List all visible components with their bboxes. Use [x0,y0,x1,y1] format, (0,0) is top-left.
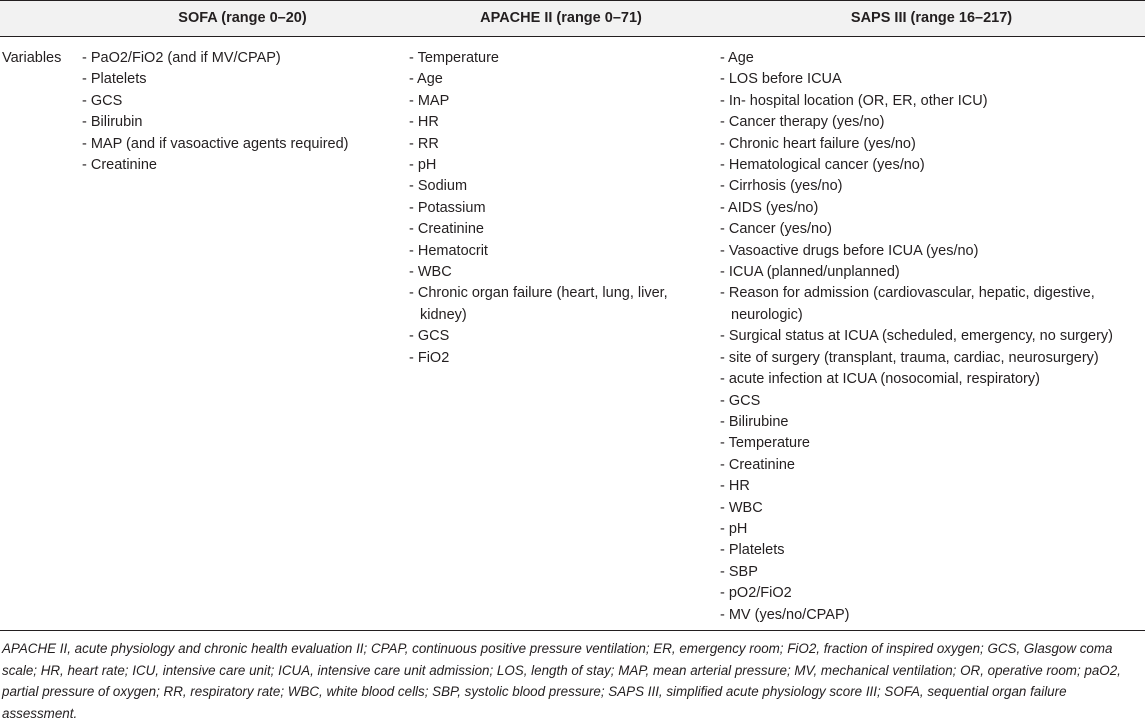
list-item: - Sodium [409,178,468,195]
saps-variable-list [720,48,1145,626]
list-item: - Platelets [82,71,147,88]
list-item: - MV (yes/no/CPAP) [720,606,850,623]
list-item: - HR [409,114,439,131]
list-item: - Surgical status at ICUA (scheduled, emergency, no surgery) [720,328,1114,345]
table-footnote: APACHE II, acute physiology and chronic health evaluation II; CPAP, continuous positive pressure ventilation; ER, emergency room; FiO2, fraction of inspired oxygen; GCS, Glasgow coma scale; HR, heart rate; ICU, intensive care unit; ICUA, intensive care unit admission; LOS, length of stay; MAP, mean arterial pressure; MV, mechanical ventilation; OR, operative room; paO2, partial pressure of oxygen; RR, respiratory rate; WBC, white blood cells; SBP, systolic blood pressure; SAPS III, simplified acute physiology score III; SOFA, sequential organ failure assessment. [2,641,1121,721]
list-item: - Potassium [409,199,486,216]
list-item: - Chronic heart failure (yes/no) [720,135,916,152]
list-item: - Vasoactive drugs before ICUA (yes/no) [720,242,979,259]
table-header [0,0,1145,37]
list-item: - MAP (and if vasoactive agents required) [82,135,349,152]
list-item: - pO2/FiO2 [720,585,792,602]
list-item: - acute infection at ICUA (nosocomial, respiratory) [720,371,1040,388]
list-item: - PaO2/FiO2 (and if MV/CPAP) [82,50,281,66]
header-apache: APACHE II (range 0–71) [480,10,642,26]
list-item: - Reason for admission (cardiovascular, hepatic, digestive, neurologic) [720,285,1095,323]
header-saps: SAPS III (range 16–217) [850,10,1013,26]
list-item: - AIDS (yes/no) [720,199,819,216]
list-item: - Hematocrit [409,242,488,259]
list-item: - Creatinine [409,221,484,238]
table-bottom-rule [0,630,1145,631]
list-item: - WBC [720,499,763,516]
list-item: - site of surgery (transplant, trauma, cardiac, neurosurgery) [720,349,1099,366]
list-item: - GCS [720,392,761,409]
list-item: - Bilirubine [720,413,789,430]
list-item: - GCS [82,92,123,109]
list-item: - GCS [409,328,450,345]
list-item: - Temperature [409,50,499,66]
list-item: - Cancer (yes/no) [720,221,833,238]
list-item: - Platelets [720,542,785,559]
row-label-variables: Variables [2,50,62,66]
list-item: - Creatinine [720,456,795,473]
apache-variable-list [409,48,709,369]
list-item: - pH [720,520,748,537]
list-item: - Creatinine [82,157,157,174]
list-item: - WBC [409,264,452,281]
list-item: - Temperature [720,435,810,452]
list-item: - ICUA (planned/unplanned) [720,264,900,281]
list-item: - Cancer therapy (yes/no) [720,114,885,131]
list-item: - Age [720,50,754,66]
list-item: - Cirrhosis (yes/no) [720,178,843,195]
list-item: - SBP [720,563,758,580]
list-item: - In- hospital location (OR, ER, other ICU) [720,92,988,109]
list-item: - Bilirubin [82,114,143,131]
list-item: - Age [409,71,443,88]
list-item: - FiO2 [409,349,450,366]
list-item: - Chronic organ failure (heart, lung, liver, kidney) [409,285,668,323]
sofa-variable-list [82,48,402,176]
list-item: - pH [409,157,437,174]
list-item: - RR [409,135,439,152]
list-item: - Hematological cancer (yes/no) [720,157,925,174]
list-item: - LOS before ICUA [720,71,842,88]
list-item: - HR [720,478,750,495]
header-sofa: SOFA (range 0–20) [178,10,307,26]
list-item: - MAP [409,92,450,109]
